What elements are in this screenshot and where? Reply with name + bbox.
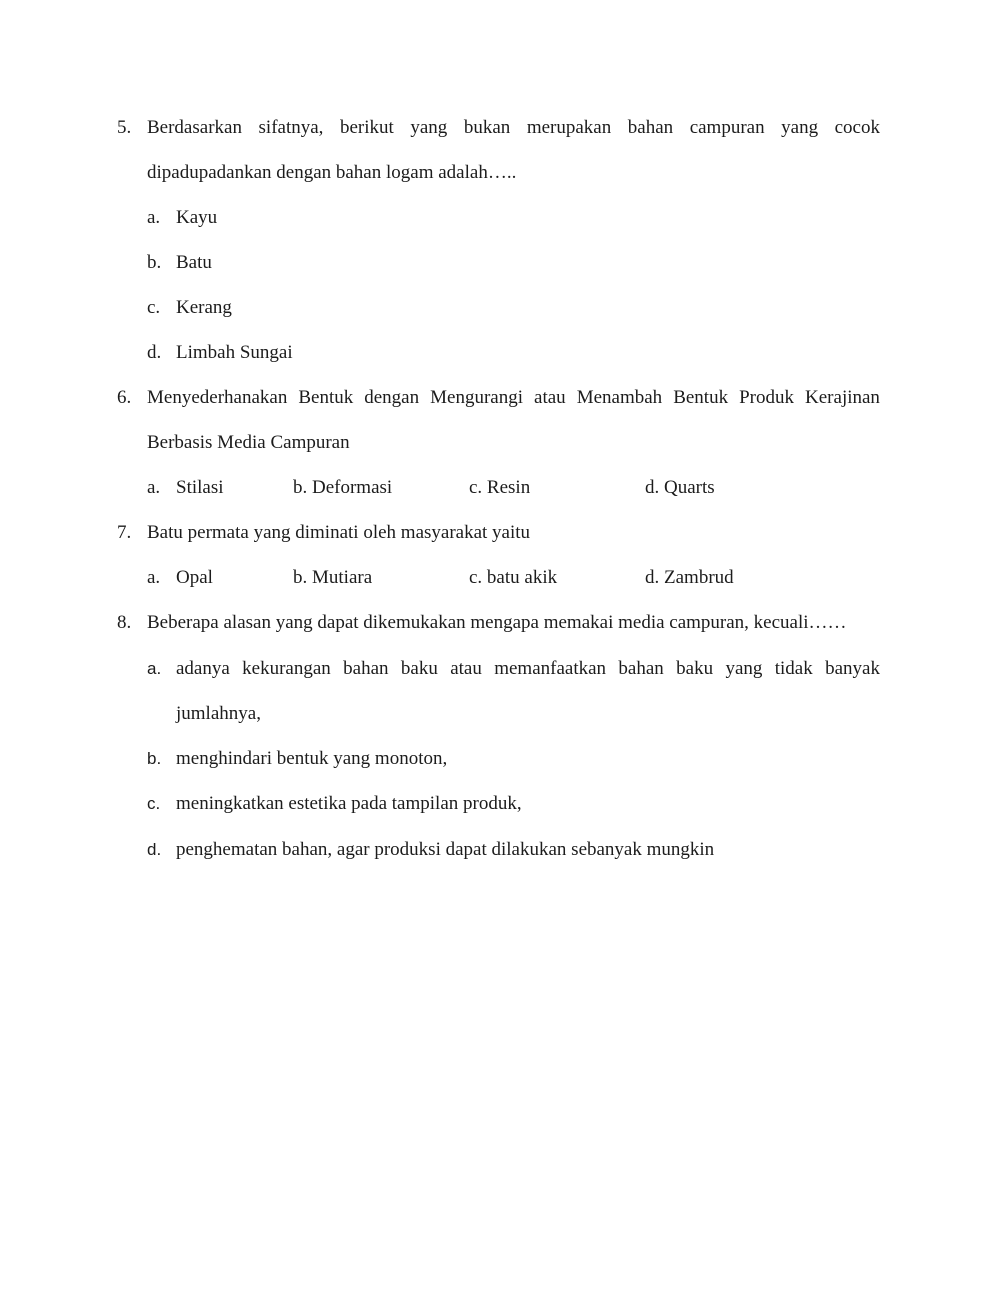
question-6-number: 6. — [117, 387, 132, 408]
option-letter: a. — [147, 659, 162, 678]
question-5-text-line-1 — [147, 115, 880, 141]
option-letter: a. — [147, 207, 161, 228]
q7-option-a[interactable]: Opal — [176, 567, 213, 588]
option-text: Limbah Sungai — [176, 342, 293, 363]
q7-options-row — [0, 565, 1000, 591]
word: bahan — [343, 658, 389, 679]
question-8-number: 8. — [117, 612, 132, 633]
word: dengan — [364, 387, 420, 408]
word: bahan — [627, 117, 674, 138]
word: adanya — [176, 658, 230, 679]
option-text: Batu — [176, 252, 212, 273]
word: Mengurangi — [430, 387, 524, 408]
q6-option-c[interactable]: c. Resin — [469, 477, 531, 498]
q8-option-a[interactable] — [0, 656, 1000, 682]
word: atau — [534, 387, 566, 408]
word: yang — [725, 658, 763, 679]
word: Kerajinan — [805, 387, 880, 408]
word: bukan — [463, 117, 511, 138]
word: Bentuk — [673, 387, 729, 408]
option-letter: b. — [147, 749, 162, 768]
question-6-text-line-1 — [147, 385, 880, 411]
question-6-line-1 — [0, 385, 1000, 411]
question-5-line-1 — [0, 115, 1000, 141]
q6-option-a[interactable]: Stilasi — [176, 477, 224, 498]
word: memanfaatkan — [494, 658, 607, 679]
word: Produk — [739, 387, 795, 408]
word: yang — [781, 117, 819, 138]
option-letter: c. — [147, 794, 161, 813]
q7-option-d[interactable]: d. Zambrud — [645, 567, 734, 588]
word: campuran — [689, 117, 765, 138]
word: baku — [400, 658, 438, 679]
q7-option-c[interactable]: c. batu akik — [469, 567, 558, 588]
question-7-line — [0, 520, 1000, 546]
q7-option-a-letter: a. — [147, 567, 161, 588]
question-8-line — [0, 610, 1000, 636]
question-7-number: 7. — [117, 522, 132, 543]
option-text-line-2: jumlahnya, — [176, 703, 261, 724]
option-letter: b. — [147, 252, 162, 273]
word: banyak — [825, 658, 880, 679]
word: baku — [676, 658, 714, 679]
option-letter: d. — [147, 342, 162, 363]
q6-option-b[interactable]: b. Deformasi — [293, 477, 393, 498]
q7-option-b[interactable]: b. Mutiara — [293, 567, 373, 588]
question-5-text-line-2: dipadupadankan dengan bahan logam adalah….. — [147, 162, 517, 183]
word: yang — [410, 117, 448, 138]
question-8-text: Beberapa alasan yang dapat dikemukakan mengapa memakai media campuran, kecuali…… — [147, 612, 847, 633]
question-7-text: Batu permata yang diminati oleh masyarakat yaitu — [147, 522, 531, 543]
option-text: penghematan bahan, agar produksi dapat dilakukan sebanyak mungkin — [176, 839, 715, 860]
option-text: menghindari bentuk yang monoton, — [176, 748, 448, 769]
question-5-number: 5. — [117, 117, 132, 138]
word: berikut — [339, 117, 394, 138]
option-text: Kerang — [176, 297, 232, 318]
q6-options-row — [0, 475, 1000, 501]
q6-option-a-letter: a. — [147, 477, 161, 498]
word: Menyederhanakan — [147, 387, 288, 408]
word: Bentuk — [298, 387, 354, 408]
option-text: meningkatkan estetika pada tampilan produk, — [176, 793, 522, 814]
word: cocok — [834, 117, 880, 138]
option-text-line-1 — [176, 656, 880, 682]
option-letter: c. — [147, 297, 161, 318]
word: bahan — [618, 658, 664, 679]
word: merupakan — [526, 117, 612, 138]
word: atau — [450, 658, 482, 679]
word: Berdasarkan — [147, 117, 242, 138]
q6-option-d[interactable]: d. Quarts — [645, 477, 715, 498]
option-letter: d. — [147, 840, 162, 859]
word: tidak — [774, 658, 813, 679]
option-text: Kayu — [176, 207, 218, 228]
word: sifatnya, — [258, 117, 324, 138]
word: kekurangan — [242, 658, 331, 679]
word: Menambah — [576, 387, 663, 408]
question-6-text-line-2: Berbasis Media Campuran — [147, 432, 350, 453]
